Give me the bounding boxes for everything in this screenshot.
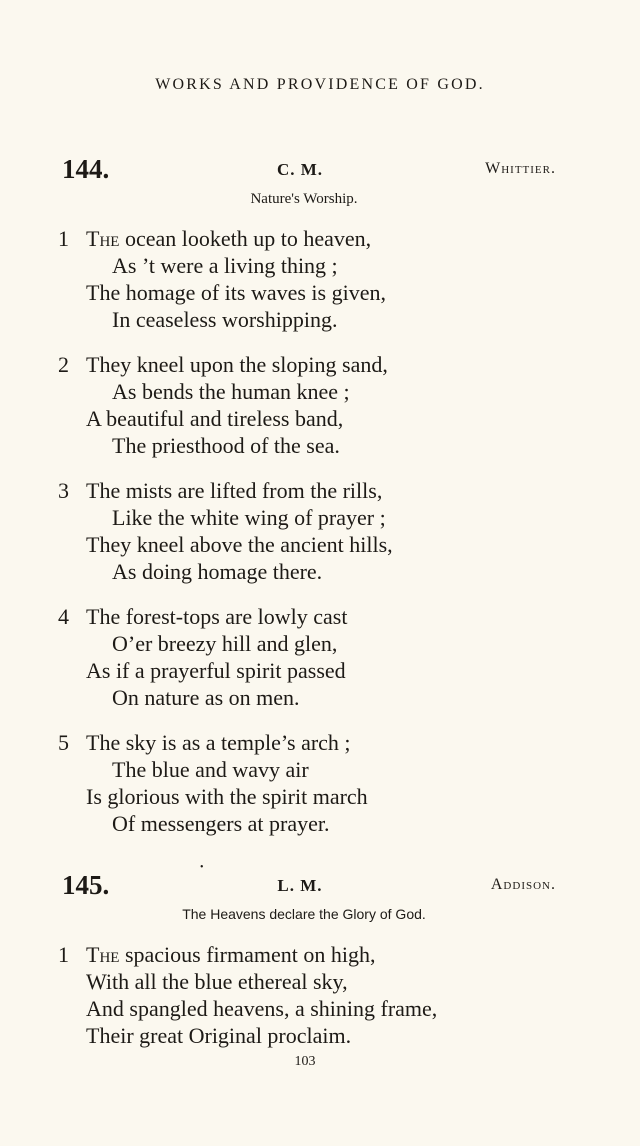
verse-line [86, 942, 375, 968]
verse-line: Like the white wing of prayer ; [112, 505, 386, 530]
hymn-number: 145. [62, 870, 110, 900]
verse-line: Of messengers at prayer. [112, 811, 330, 836]
verse-line-rest: spacious firmament on high, [119, 942, 376, 967]
verse-line: Their great Original proclaim. [86, 1023, 352, 1048]
verse-line: The sky is as a temple’s arch ; [86, 730, 351, 755]
verse-line: O’er breezy hill and glen, [112, 631, 338, 656]
verse-line-rest: ocean looketh up to heaven, [119, 226, 372, 251]
verse-line: As doing homage there. [112, 559, 323, 584]
verse-lead-word: The [86, 942, 120, 967]
verse-line [86, 226, 371, 252]
hymn-author: Addison. [490, 876, 556, 893]
ink-speck: • [200, 862, 204, 873]
verse-lead-word: The [86, 226, 120, 251]
verse-line: The homage of its waves is given, [86, 280, 386, 305]
verse-line: The priesthood of the sea. [112, 433, 340, 458]
hymn-title: The Heavens declare the Glory of God. [182, 906, 426, 922]
verse-line: As ’t were a living thing ; [112, 253, 338, 278]
stanza-number: 3 [58, 478, 69, 503]
verse-line: On nature as on men. [112, 685, 300, 710]
hymn-header [0, 870, 640, 904]
running-head: WORKS AND PROVIDENCE OF GOD. [155, 76, 485, 93]
stanza-number: 4 [58, 604, 69, 629]
verse-line: In ceaseless worshipping. [112, 307, 338, 332]
verse-line: Is glorious with the spirit march [86, 784, 368, 809]
stanza-number: 1 [58, 942, 69, 967]
verse-line: As bends the human knee ; [112, 379, 350, 404]
verse-line: The blue and wavy air [112, 757, 309, 782]
verse-line: They kneel above the ancient hills, [86, 532, 393, 557]
hymn-number: 144. [62, 154, 110, 184]
hymn-title: Nature's Worship. [250, 191, 358, 207]
verse-line: They kneel upon the sloping sand, [86, 352, 388, 377]
hymn-meter: C. M. [276, 160, 324, 179]
verse-line: The forest-tops are lowly cast [86, 604, 348, 629]
hymn-author: Whittier. [485, 160, 556, 177]
stanza-number: 5 [58, 730, 69, 755]
page-number: 103 [294, 1054, 316, 1069]
verse-line: With all the blue ethereal sky, [86, 969, 348, 994]
hymn-meter: L. M. [277, 876, 323, 895]
verse-line: As if a prayerful spirit passed [86, 658, 346, 683]
stanza-number: 2 [58, 352, 69, 377]
stanza-number: 1 [58, 226, 69, 251]
verse-line: And spangled heavens, a shining frame, [86, 996, 438, 1021]
verse-line: The mists are lifted from the rills, [86, 478, 383, 503]
hymn-header [0, 154, 640, 188]
verse-line: A beautiful and tireless band, [86, 406, 344, 431]
